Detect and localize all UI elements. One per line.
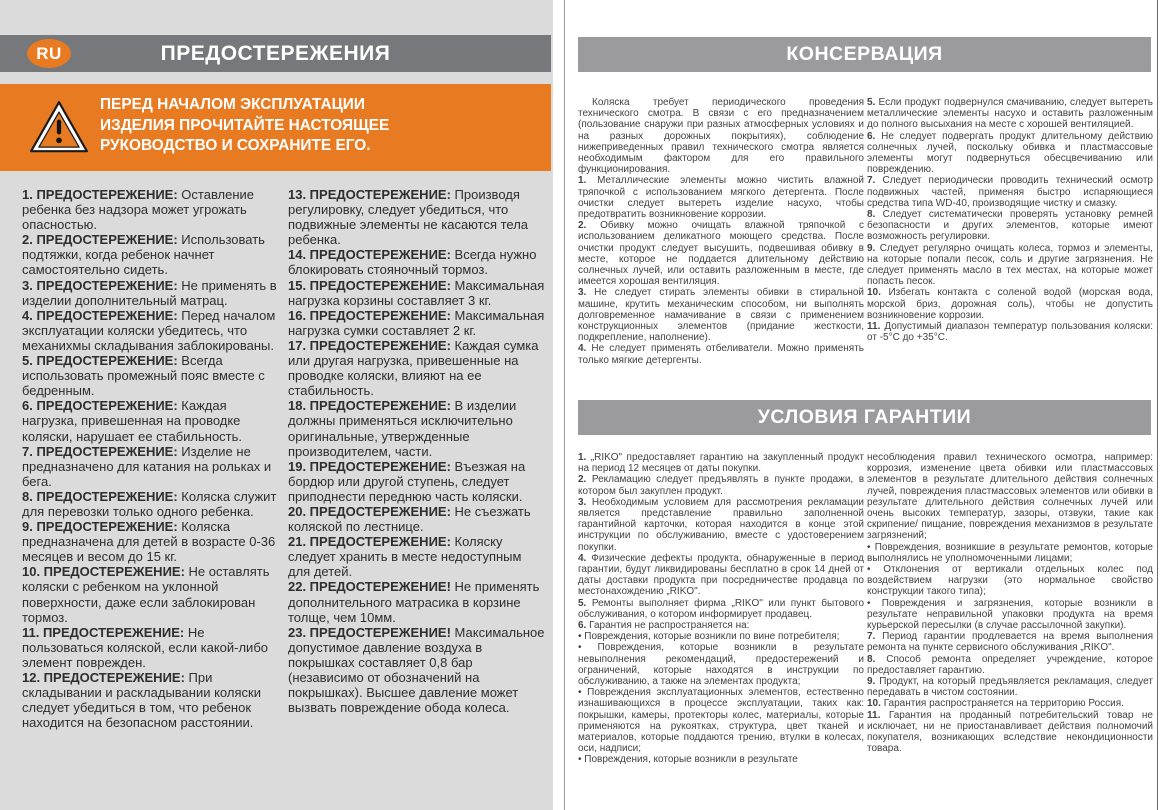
maintenance-warranty-page <box>566 0 1157 810</box>
conservation-item: 8. Следует систематически проверять установку ремней безопасности и других элементов, которые имеют возможность регулировки. <box>867 209 1153 243</box>
warning-item: 15. ПРЕДОСТЕРЕЖЕНИЕ: Максимальная нагрузка корзины составляет 3 кг. <box>288 277 545 308</box>
warranty-item: • Повреждения, которые возникли по вине потребителя; <box>578 631 840 643</box>
warning-item: 13. ПРЕДОСТЕРЕЖЕНИЕ: Производя регулировку, следует убедиться, что подвижные элементы не касаются тела ребенка. <box>288 187 529 248</box>
conservation-item: 4. Не следует применять отбеливатели. Можно применять только мягкие детергенты. <box>578 343 864 366</box>
warning-item: 11. ПРЕДОСТЕРЕЖЕНИЕ: Не пользоваться коляской, если какой-либо элемент поврежден. <box>22 624 268 670</box>
warnings-page <box>0 0 553 810</box>
alert-text: ПЕРЕД НАЧАЛОМ ЭКСПЛУАТАЦИИ ИЗДЕЛИЯ ПРОЧИТАЙТЕ НАСТОЯЩЕЕ РУКОВОДСТВО И СОХРАНИТЕ ЕГО. <box>100 96 390 155</box>
language-badge: RU <box>27 39 71 68</box>
warning-item: 19. ПРЕДОСТЕРЕЖЕНИЕ: Въезжая на бордюр или другой ступень, следует приподнести переднюю часть коляски. <box>288 458 526 504</box>
warranty-item: 7. Период гарантии продлевается на время выполнения ремонта на пункте сервисного обслуживания „RIKO". <box>867 631 1153 654</box>
warning-item: 22. ПРЕДОСТЕРЕЖЕНИЕ! Не применять дополнительного матрасика в корзине толще, чем 10мм. <box>288 579 540 625</box>
warning-item: 10. ПРЕДОСТЕРЕЖЕНИЕ: Не оставлять коляски с ребенком на уклонной поверхности, даже если заблокирован тормоз. <box>22 564 270 625</box>
conservation-title-bar <box>578 37 1151 72</box>
warranty-item: • Повреждения и загрязнения, которые возникли в результате неправильной упаковки продукта на время курьерской пересылки (в случае рассылочной закупки). <box>867 597 1153 632</box>
conservation-item: 7. Следует периодически проводить технический осмотр подвижных частей, применяя быстро испаряющиеся средства типа WD-40, производящие чистку и смазку. <box>867 175 1153 209</box>
warranty-item: 1. „RIKO" предоставляет гарантию на закупленный продукт на период 12 месяцев от даты покупки. <box>578 452 864 475</box>
warning-item: 21. ПРЕДОСТЕРЕЖЕНИЕ: Коляску следует хранить в месте недоступным для детей. <box>288 534 522 580</box>
warranty-item: 2. Рекламацию следует предъявлять в пункте продажи, в котором был закуплен продукт. <box>578 474 865 497</box>
page-divider <box>564 0 565 810</box>
conservation-item: Коляска требует периодического проведения технического смотра. В связи с его предназначением (пользование снаружи при разных атмосферных условиях и на разных дорожных покрытиях), соблюдение нижеприведенных правил технического смотра является необходимым фактором для его правильного функционирования. <box>578 97 864 176</box>
warranty-item: • Отклонения от вертикали отдельных колес под воздействием нагрузки (это нормальное свойство конструкции такого типа); <box>867 564 1153 598</box>
conservation-item: 2. Обивку можно очищать влажной тряпочкой с использованием деликатного моющего средства. После очистки продукт следует высушить, подвешивая обивку в месте, которое не поддается длительному действию солнечных лучей, или оставить разложенным в месте, где имеется хорошая вентиляция. <box>578 220 864 288</box>
warranty-item: 5. Ремонты выполняет фирма „RIKO" или пункт бытового обслуживания, о котором информирует продавец. <box>578 597 865 620</box>
warning-item: 17. ПРЕДОСТЕРЕЖЕНИЕ: Каждая сумка или другая нагрузка, привешенные на проводке коляски, влияют на ее стабильность. <box>288 337 539 399</box>
warning-item: 16. ПРЕДОСТЕРЕЖЕНИЕ: Максимальная нагрузка сумки составляет 2 кг. <box>288 307 545 338</box>
warning-item: 23. ПРЕДОСТЕРЕЖЕНИЕ! Максимальное допустимое давление воздуха в покрышках составляет 0,8 бар (независимо от обозначений на покрышках). Высшее давление может вызвать повреждение обода колеса. <box>288 624 545 716</box>
warranty-column-2 <box>867 452 1153 754</box>
warning-item: 7. ПРЕДОСТЕРЕЖЕНИЕ: Изделие не предназначено для катания на рольках и бега. <box>22 443 272 489</box>
alert-box <box>0 84 551 171</box>
warning-item: 18. ПРЕДОСТЕРЕЖЕНИЕ: В изделии должны применяться исключительно оригинальные, утвержденные производителем, части. <box>288 398 517 459</box>
warranty-item: 8. Способ ремонта определяет учреждение, которое предоставляет гарантию. <box>867 653 1153 676</box>
conservation-item: 11. Допустимый диапазон температур пользования коляски: от -5°C до +35°C. <box>867 321 1153 344</box>
warranty-item: 4. Физические дефекты продукта, обнаруженные в период гарантии, будут ликвидированы бесплатно в срок 14 дней от даты доставки продукта при посредничестве продавца по местонахождению „RIKO". <box>578 552 864 598</box>
warranty-item: • Повреждения эксплуатационных элементов, естественно изнашивающихся в процессе эксплуатации, таких как: покрышки, камеры, протекторы колес, материалы, которые применяются на рукоятках, структура, цвет тканей и материалов, которые поддаются трению, втулки в колесах, оси, надписи; <box>578 687 864 755</box>
warning-item: 1. ПРЕДОСТЕРЕЖЕНИЕ: Оставление ребенка без надзора может угрожать опасностью. <box>22 187 255 233</box>
warning-item: 9. ПРЕДОСТЕРЕЖЕНИЕ: Коляска предназначена для детей в возрасте 0-36 месяцев и весом до 15 кг. <box>22 519 276 565</box>
warnings-column-1 <box>22 187 279 730</box>
conservation-item: 3. Не следует стирать элементы обивки в стиральной машине, крутить механическим способом, ни выполнять долговременное намачивание в связи с применением конструкционных элементов (придание жесткости, подкрепление, наполнение). <box>578 287 864 344</box>
warranty-item: • Повреждения, возникшие в результате ремонтов, которые выполнялись не уполномоченными лицами; <box>867 541 1153 564</box>
warning-item: 5. ПРЕДОСТЕРЕЖЕНИЕ: Всегда использовать промежный пояс вместе с бедренным. <box>22 353 265 399</box>
warning-triangle-icon <box>28 96 90 158</box>
warranty-item: 10. Гарантия распространяется на территорию Россия. <box>867 698 1124 710</box>
warning-item: 8. ПРЕДОСТЕРЕЖЕНИЕ: Коляска служит для перевозки только одного ребенка. <box>22 488 277 519</box>
conservation-item: 10. Избегать контакта с соленой водой (морская вода, морской бриз, дорожная соль), чтобы не допустить возникновение коррозии. <box>867 287 1153 321</box>
warranty-item: 3. Необходимым условием для рассмотрения рекламации является представление правильно заполненной гарантийной карточки, которая находится в конце этой инструкции по обслуживанию, вместе с удостоверением покупки. <box>578 496 864 553</box>
warranty-column-1 <box>578 452 864 766</box>
conservation-item: 9. Следует регулярно очищать колеса, тормоз и элементы, на которые попали песок, соль и другие загрязнения. Не следует применять масло в тех местах, на которые может попасть песок. <box>867 242 1154 288</box>
warnings-title-bar <box>0 35 551 72</box>
page-title: ПРЕДОСТЕРЕЖЕНИЯ <box>160 41 391 65</box>
warranty-item: 11. Гарантия на проданный потребительский товар не исключает, ни не приостанавливает действия полномочий покупателя, возникающих вследствие некондиционности товара. <box>867 709 1153 755</box>
warranty-item: 6. Гарантия не распространяется на: <box>578 620 750 632</box>
conservation-title: КОНСЕРВАЦИЯ <box>786 43 943 65</box>
warnings-column-2 <box>288 187 545 715</box>
conservation-column-2 <box>867 97 1153 343</box>
conservation-item: 6. Не следует подвергать продукт длительному действию солнечных лучей, поскольку обивка и пластмассовые элементы могут подвернуться обесцвечиванию или повреждению. <box>867 130 1154 176</box>
warranty-item: • Повреждения, которые возникли в результате <box>578 754 798 766</box>
conservation-item: 5. Если продукт подвернулся смачиванию, следует вытереть металлические элементы насухо и оставить разложенным до полного высыхания на месте с хорошей вентиляцией. <box>867 97 1153 131</box>
warranty-item: 9. Продукт, на который предъявляется рекламация, следует передавать в чистом состоянии. <box>867 676 1153 699</box>
warranty-item: несоблюдения правил технического осмотра, например: коррозия, изменение цвета обивки или пластмассовых элементов в результате длительного действия солнечных лучей, повреждения пластмассовых элементов или обивки в результате длительного действия солнечных лучей или очень высоких температур, зазоры, отзвуки, такие как скрипение/ пищание, повреждения механизмов в результате загрязнений; <box>867 452 1153 542</box>
conservation-column-1 <box>578 97 864 366</box>
warning-item: 12. ПРЕДОСТЕРЕЖЕНИЕ: При складывании и раскладывании коляски следует убедиться в том, что ребенок находится на безопасном расстоянии. <box>22 670 261 731</box>
warning-item: 6. ПРЕДОСТЕРЕЖЕНИЕ: Каждая нагрузка, привешенная на проводке коляски, нарушает ее стабильность. <box>22 398 243 444</box>
conservation-item: 1. Металлические элементы можно чистить влажной тряпочкой с использованием мягкого детергента. После очистки следует вытереть изделие насухо, чтобы предотвратить возникновение коррозии. <box>578 175 865 221</box>
warning-item: 14. ПРЕДОСТЕРЕЖЕНИЕ: Всегда нужно блокировать стояночный тормоз. <box>288 247 537 278</box>
warning-item: 3. ПРЕДОСТЕРЕЖЕНИЕ: Не применять в изделии дополнительный матрац. <box>22 277 277 308</box>
warning-item: 20. ПРЕДОСТЕРЕЖЕНИЕ: Не съезжать коляской по лестнице. <box>288 503 531 535</box>
warranty-title-bar <box>578 400 1151 435</box>
page-edge-line <box>1157 0 1158 810</box>
warning-item: 2. ПРЕДОСТЕРЕЖЕНИЕ: Использовать подтяжки, когда ребенок начнет самостоятельно сидеть. <box>22 232 265 278</box>
warranty-title: УСЛОВИЯ ГАРАНТИИ <box>757 406 972 428</box>
warning-item: 4. ПРЕДОСТЕРЕЖЕНИЕ: Перед началом эксплуатации коляски убедитесь, что механихмы складывания заблокированы. <box>22 307 276 353</box>
warranty-item: • Повреждения, которые возникли в результате невыполнения рекомендаций, предостережений и ограничений, которые находятся в инструкции по обслуживанию, а также на элементах продукта; <box>578 642 864 688</box>
